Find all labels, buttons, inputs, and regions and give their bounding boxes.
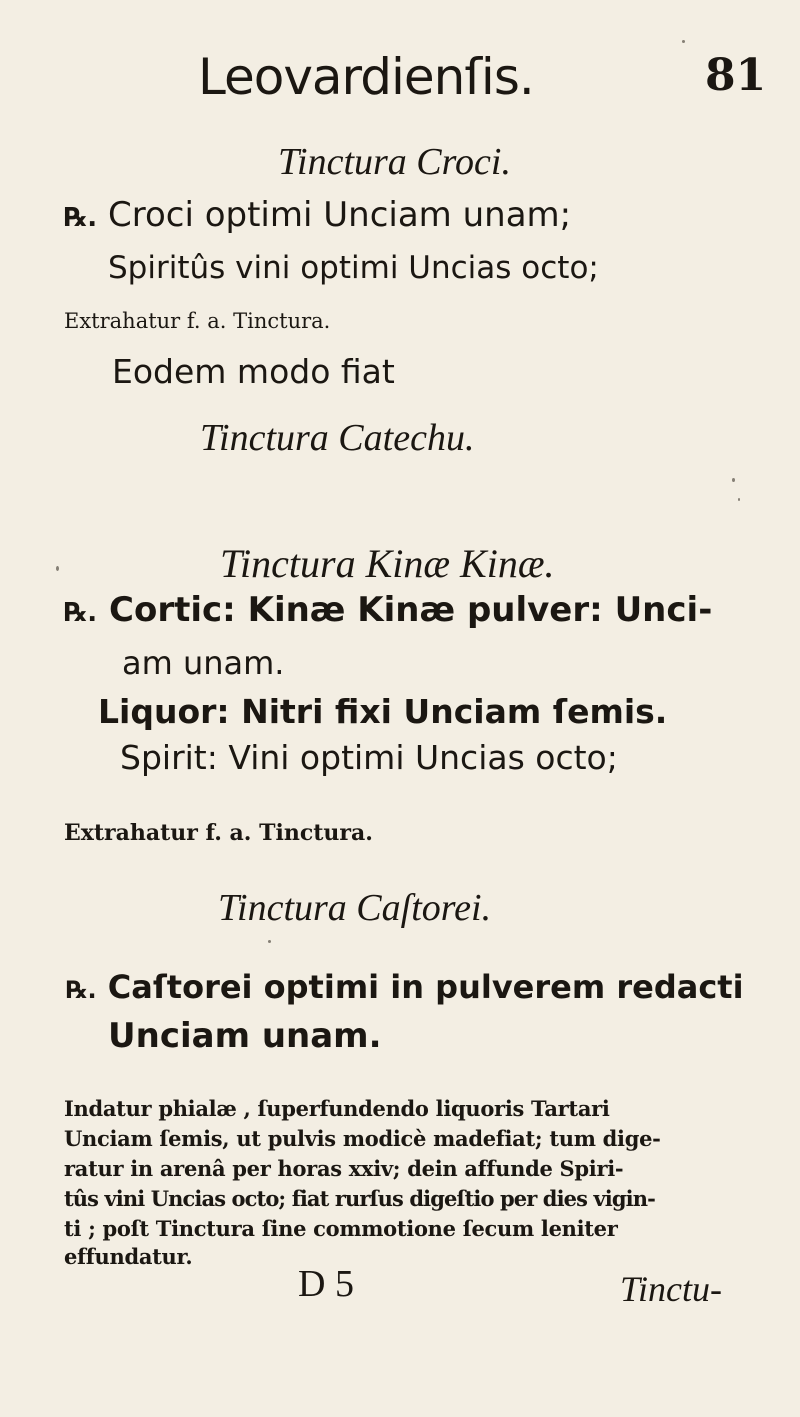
signature-mark: D 5: [298, 1263, 354, 1305]
catchword: Tinctu-: [620, 1269, 723, 1309]
paper-speck: [268, 940, 271, 943]
recipe-text: Cortic: Kinæ Kinæ pulver: Unci-: [109, 590, 713, 630]
recipe-text: Croci optimi Unciam unam;: [108, 195, 572, 235]
recipe-symbol: ℞.: [64, 203, 98, 233]
recipe-line: [66, 968, 744, 1006]
paper-speck: [682, 40, 685, 43]
section-title-castorei: Tinctura Caſtorei.: [218, 887, 492, 929]
running-head: Leovardienſis.: [198, 48, 534, 106]
note-line: tûs vini Uncias octo; fiat rurſus digeſtio per dies vigin-: [64, 1186, 655, 1211]
recipe-line: Spiritûs vini optimi Uncias octo;: [108, 250, 599, 286]
page-number: 81: [705, 50, 767, 101]
recipe-symbol: ℞.: [66, 976, 97, 1004]
note-line: effundatur.: [64, 1244, 193, 1269]
paper-speck: [56, 566, 59, 571]
paper-speck: [732, 478, 735, 482]
recipe-line: Liquor: Nitri fixi Unciam ſemis.: [98, 692, 668, 731]
note-line: ratur in arenâ per horas xxiv; dein affunde Spiri-: [64, 1156, 624, 1181]
note-line: ti ; poſt Tinctura ſine commotione ſecum leniter: [64, 1216, 618, 1241]
recipe-line: Spirit: Vini optimi Uncias octo;: [120, 738, 618, 777]
section-title-kinae: Tinctura Kinæ Kinæ.: [220, 541, 555, 586]
instruction-line: Extrahatur f. a. Tinctura.: [64, 309, 331, 333]
instruction-line: Eodem modo fiat: [112, 352, 395, 391]
recipe-line: [64, 195, 571, 235]
recipe-text: Caſtorei optimi in pulverem redacti: [107, 968, 744, 1006]
recipe-line: [64, 590, 712, 630]
paper-speck: [738, 498, 740, 501]
note-line: Indatur phialæ , ſuperfundendo liquoris Tartari: [64, 1096, 610, 1121]
instruction-line: Extrahatur f. a. Tinctura.: [64, 820, 373, 846]
note-line: Unciam ſemis, ut pulvis modicè madefiat; tum dige-: [64, 1126, 661, 1151]
section-title-croci: Tinctura Croci.: [278, 141, 511, 183]
recipe-line: am unam.: [122, 644, 285, 682]
recipe-line: Unciam unam.: [108, 1016, 382, 1056]
section-title-catechu: Tinctura Catechu.: [200, 417, 475, 459]
recipe-symbol: ℞.: [64, 598, 98, 628]
